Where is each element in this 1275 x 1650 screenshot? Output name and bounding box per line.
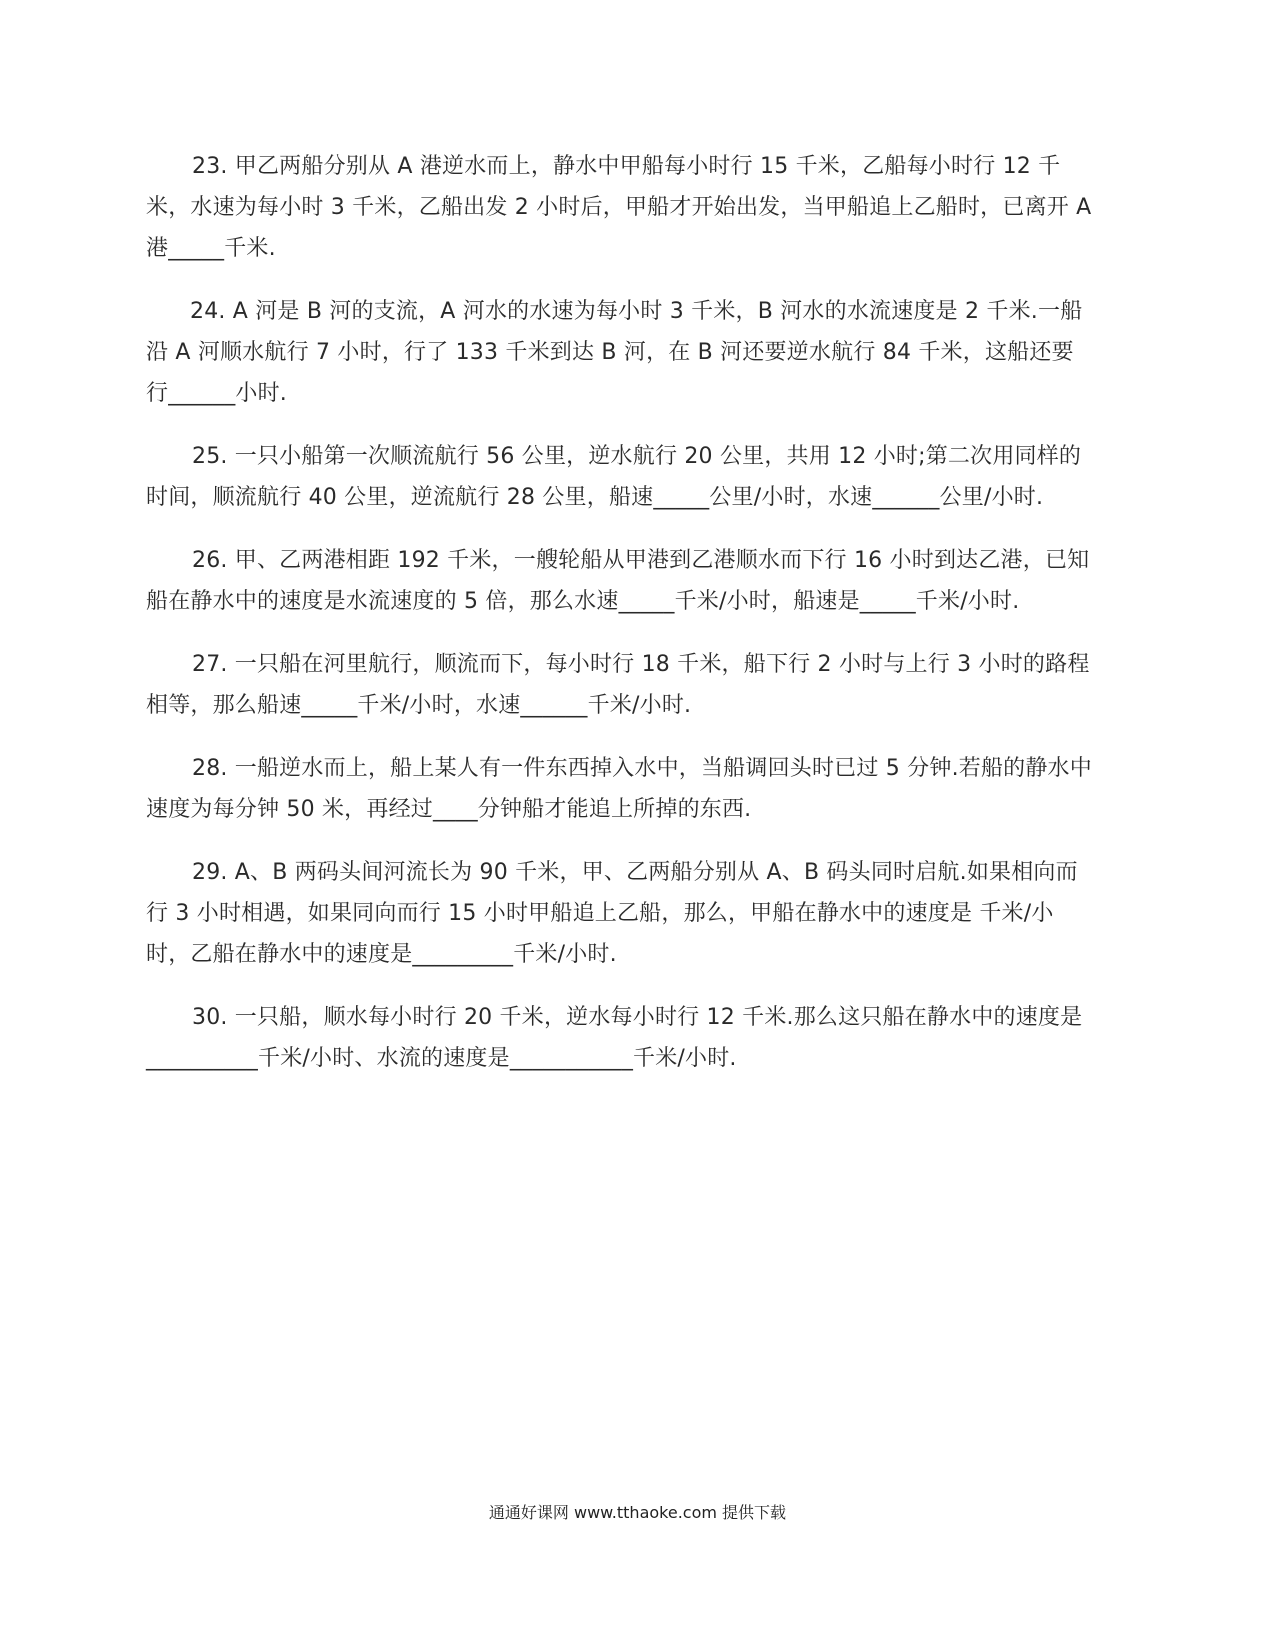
problem-30: 30. 一只船，顺水每小时行 20 千米，逆水每小时行 12 千米.那么这只船在静水中的速度是__________千米/小时、水流的速度是___________千米/小时. — [146, 1005, 1083, 1071]
problem-28: 28. 一船逆水而上，船上某人有一件东西掉入水中，当船调回头时已过 5 分钟.若船的静水中速度为每分钟 50 米，再经过____分钟船才能追上所掉的东西. — [146, 756, 1092, 822]
problem-24: 24. A 河是 B 河的支流，A 河水的水速为每小时 3 千米，B 河水的水流速度是 2 千米.一船沿 A 河顺水航行 7 小时，行了 133 千米到达 B 河，在 B 河还要逆水航行 84 千米，这船还要行______小时. — [146, 299, 1083, 406]
problem-25: 25. 一只小船第一次顺流航行 56 公里，逆水航行 20 公里，共用 12 小时;第二次用同样的时间，顺流航行 40 公里，逆流航行 28 公里，船速_____公里/小时，水速______公里/小时. — [146, 444, 1082, 510]
problem-23: 23. 甲乙两船分别从 A 港逆水而上，静水中甲船每小时行 15 千米，乙船每小时行 12 千米，水速为每小时 3 千米，乙船出发 2 小时后，甲船才开始出发，当甲船追上乙船时，已离开 A 港_____千米. — [146, 154, 1092, 261]
problem-29: 29. A、B 两码头间河流长为 90 千米，甲、乙两船分别从 A、B 码头同时启航.如果相向而行 3 小时相遇，如果同向而行 15 小时甲船追上乙船，那么，甲船在静水中的速度是 千米/小时，乙船在静水中的速度是_________千米/小时. — [146, 860, 1078, 967]
page-footer: 通通好课网 www.tthaoke.com 提供下载 — [488, 1503, 787, 1522]
problem-26: 26. 甲、乙两港相距 192 千米，一艘轮船从甲港到乙港顺水而下行 16 小时到达乙港，已知船在静水中的速度是水流速度的 5 倍，那么水速_____千米/小时，船速是_____千米/小时. — [146, 548, 1090, 614]
problem-27: 27. 一只船在河里航行，顺流而下，每小时行 18 千米，船下行 2 小时与上行 3 小时的路程相等，那么船速_____千米/小时，水速______千米/小时. — [146, 652, 1090, 718]
problem-list — [146, 146, 1092, 1101]
